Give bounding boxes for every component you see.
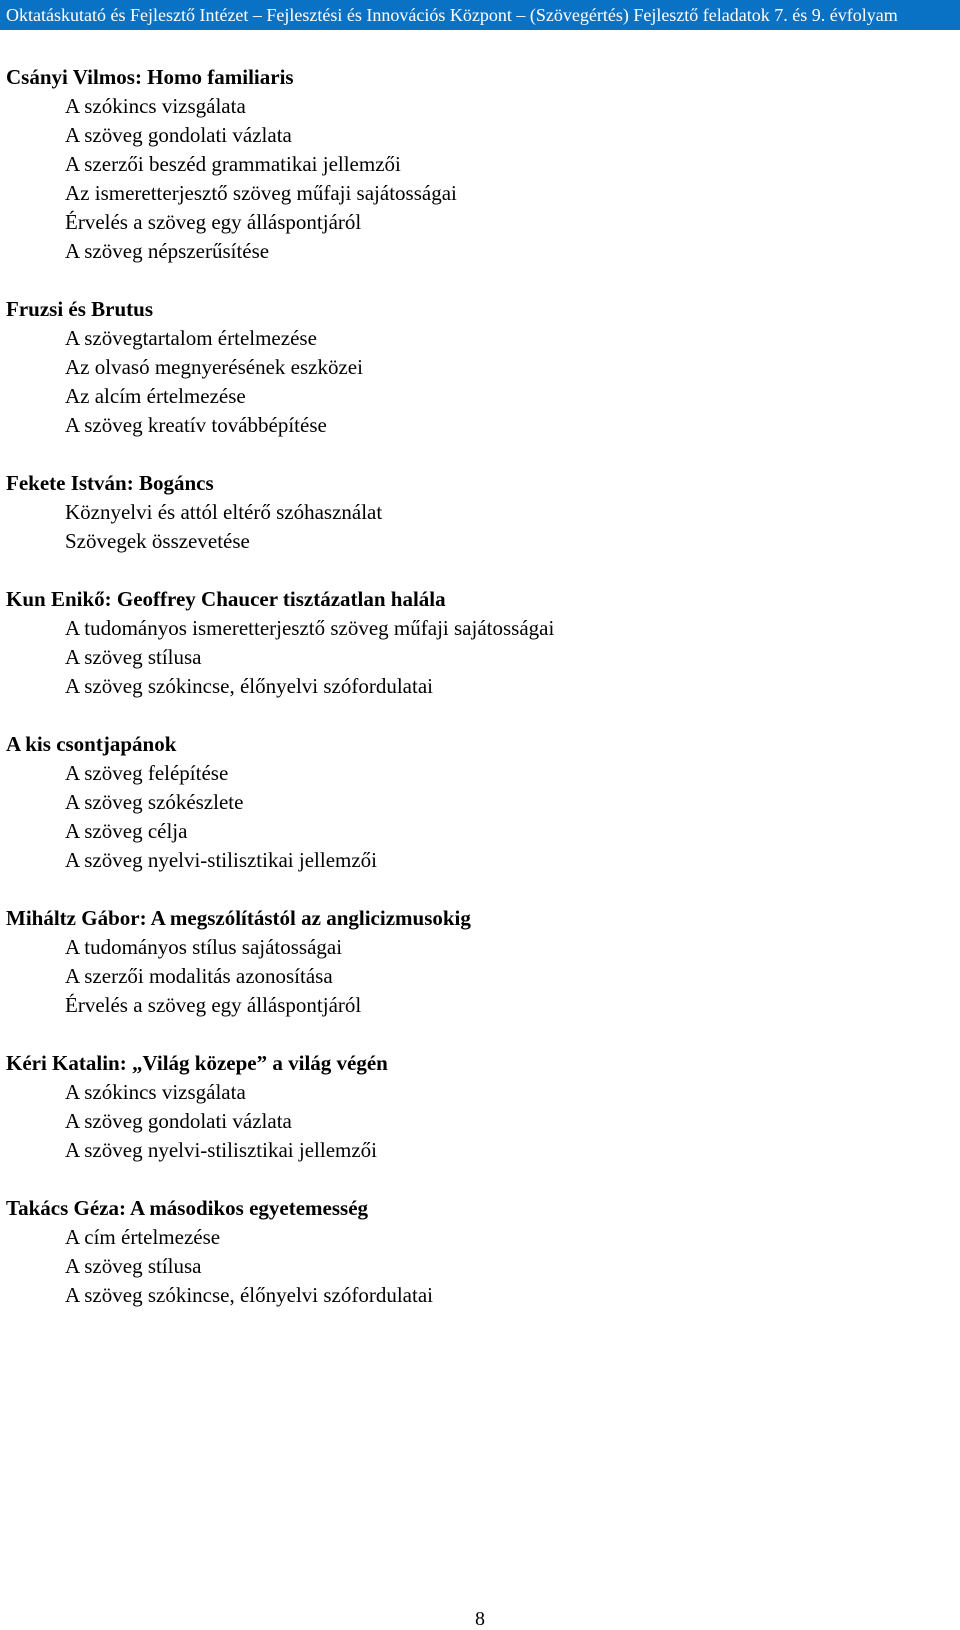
list-item: Szövegek összevetése [65,529,250,553]
list-item: A szerzői modalitás azonosítása [65,964,333,988]
section-title: Fekete István: Bogáncs [6,471,214,495]
page-header: Oktatáskutató és Fejlesztő Intézet – Fejlesztési és Innovációs Központ – (Szövegértés) Fejlesztő feladatok 7. és 9. évfolyam [0,0,960,30]
list-item: A szöveg gondolati vázlata [65,1109,292,1133]
list-item: A szöveg stílusa [65,1254,202,1278]
page-number: 8 [475,1608,485,1630]
section-title: Kun Enikő: Geoffrey Chaucer tisztázatlan halála [6,587,446,611]
list-item: Köznyelvi és attól eltérő szóhasználat [65,500,383,524]
list-item: A szókincs vizsgálata [65,1080,246,1104]
section-title: Takács Géza: A másodikos egyetemesség [6,1196,369,1220]
section-fekete-istvan-bogancs [6,469,946,556]
list-item: Az olvasó megnyerésének eszközei [65,355,363,379]
section-keri-vilag-kozepe [6,1049,946,1165]
list-item: A szókincs vizsgálata [65,94,246,118]
section-title: Miháltz Gábor: A megszólítástól az anglicizmusokig [6,906,471,930]
document-body [6,63,946,1339]
section-title: Csányi Vilmos: Homo familiaris [6,65,294,89]
section-csanyi-homo-familiaris [6,63,946,266]
list-item: A szöveg stílusa [65,645,202,669]
list-item: A tudományos stílus sajátosságai [65,935,343,959]
section-kis-csontjapanok [6,730,946,875]
list-item: A szöveg népszerűsítése [65,239,270,263]
section-title: A kis csontjapánok [6,732,177,756]
list-item: Az ismeretterjesztő szöveg műfaji sajátosságai [65,181,457,205]
section-kun-eniko-chaucer [6,585,946,701]
list-item: A szerzői beszéd grammatikai jellemzői [65,152,401,176]
list-item: A szöveg nyelvi-stilisztikai jellemzői [65,1138,378,1162]
list-item: A szöveg nyelvi-stilisztikai jellemzői [65,848,378,872]
list-item: A szöveg célja [65,819,188,843]
list-item: A szöveg szókincse, élőnyelvi szófordulatai [65,1283,433,1307]
section-mihaltz-anglicizmusok [6,904,946,1020]
section-takacs-egyetemesseg [6,1194,946,1310]
list-item: Érvelés a szöveg egy álláspontjáról [65,993,362,1017]
list-item: Érvelés a szöveg egy álláspontjáról [65,210,362,234]
list-item: A szöveg kreatív továbbépítése [65,413,327,437]
list-item: A cím értelmezése [65,1225,221,1249]
list-item: A szöveg szókészlete [65,790,244,814]
section-fruzsi-es-brutus [6,295,946,440]
section-title: Kéri Katalin: „Világ közepe” a világ végén [6,1051,388,1075]
list-item: A tudományos ismeretterjesztő szöveg műfaji sajátosságai [65,616,555,640]
list-item: A szöveg gondolati vázlata [65,123,292,147]
list-item: Az alcím értelmezése [65,384,246,408]
list-item: A szöveg szókincse, élőnyelvi szófordulatai [65,674,433,698]
list-item: A szöveg felépítése [65,761,229,785]
list-item: A szövegtartalom értelmezése [65,326,317,350]
section-title: Fruzsi és Brutus [6,297,153,321]
